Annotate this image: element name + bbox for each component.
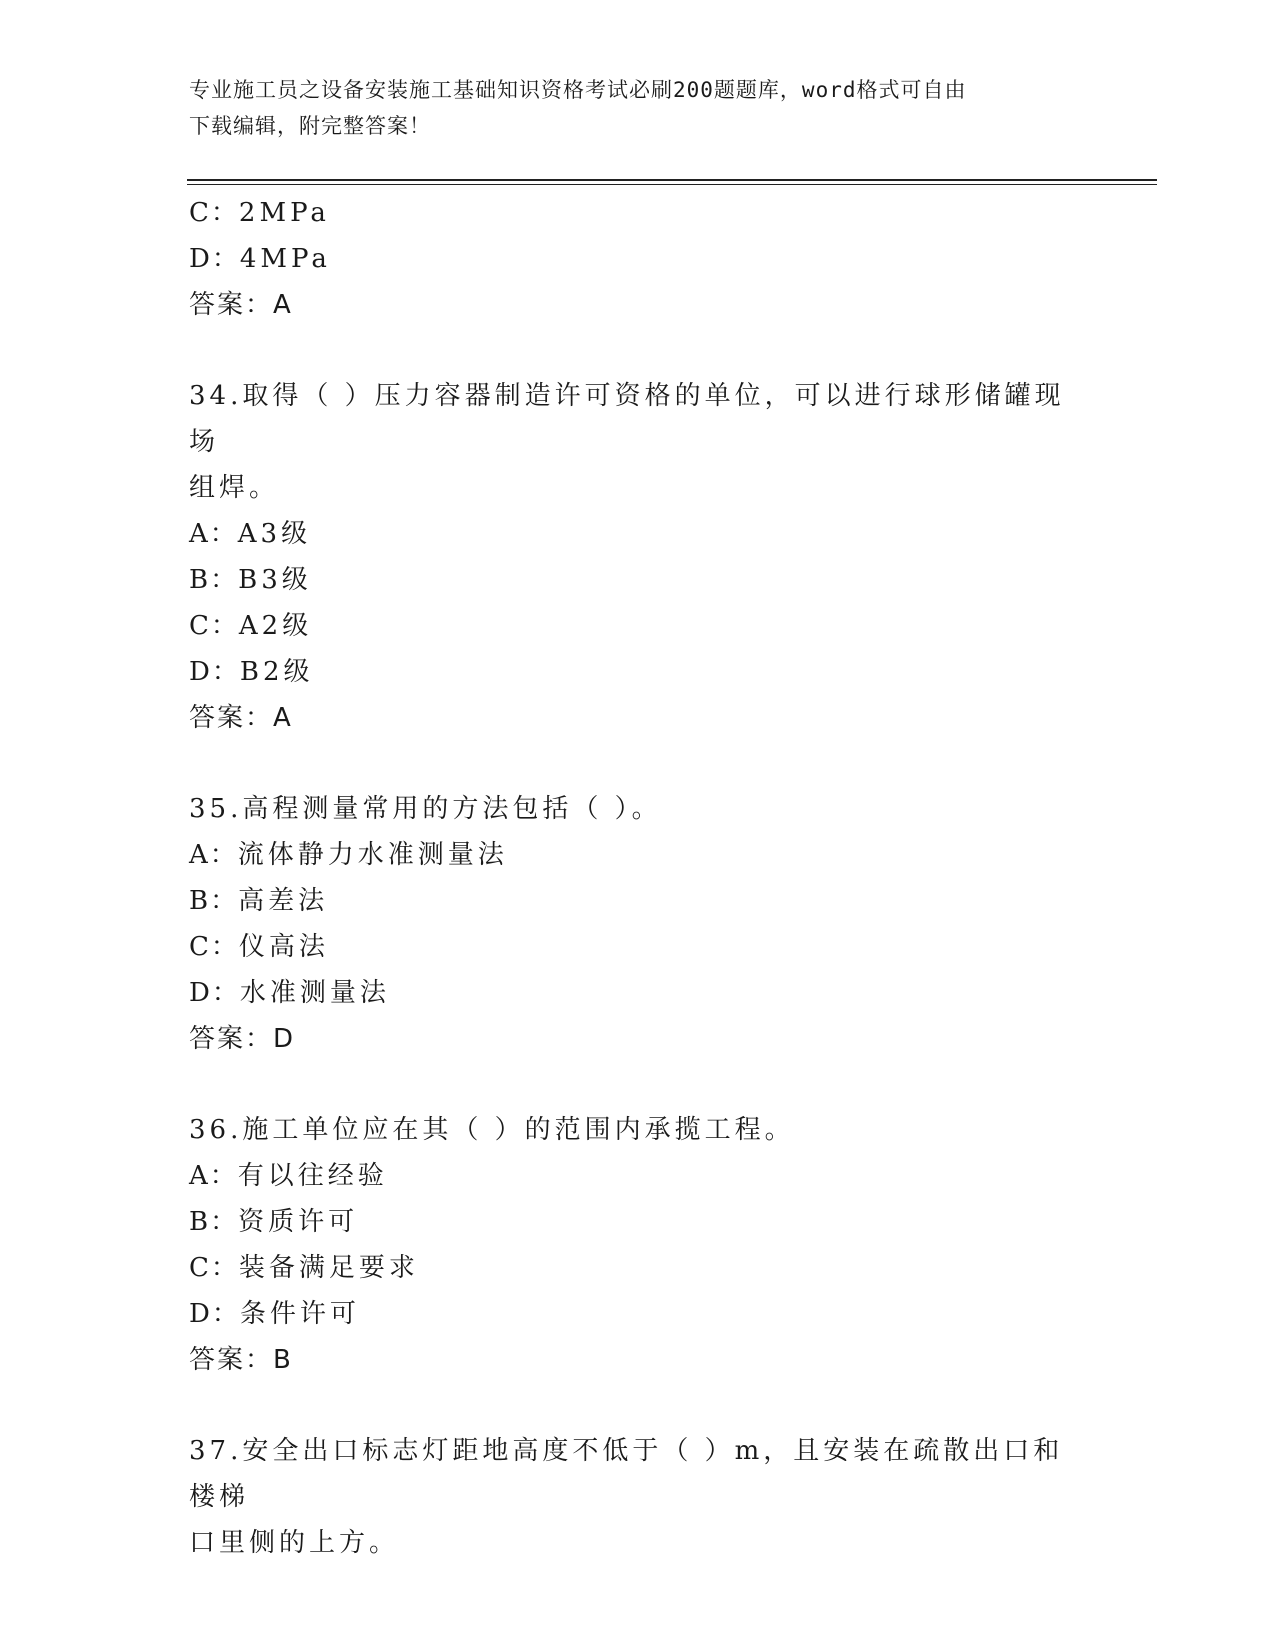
spacer <box>189 328 1089 373</box>
spacer <box>189 1383 1089 1428</box>
header-divider-thick <box>187 179 1157 181</box>
header-divider-thin <box>187 184 1157 185</box>
option-a: A：流体静力水准测量法 <box>189 840 508 870</box>
option-d: D：4MPa <box>189 244 331 274</box>
option-a: A：A3级 <box>189 519 312 549</box>
option-b: B：高差法 <box>189 886 329 916</box>
answer-line: 答案：D <box>189 1024 296 1054</box>
spacer <box>189 741 1089 786</box>
question-list <box>189 190 1089 1566</box>
question-stem: 34.取得（ ）压力容器制造许可资格的单位，可以进行球形储罐现场 组焊。 <box>189 381 1065 503</box>
question-36 <box>189 1107 1089 1383</box>
option-c: C：2MPa <box>189 198 330 228</box>
option-d: D：B2级 <box>189 657 314 687</box>
option-c: C：装备满足要求 <box>189 1253 419 1283</box>
question-stem: 37.安全出口标志灯距地高度不低于（ ）m，且安装在疏散出口和楼梯 口里侧的上方。 <box>189 1436 1064 1558</box>
option-d: D：条件许可 <box>189 1299 360 1329</box>
spacer <box>189 1062 1089 1107</box>
option-c: C：A2级 <box>189 611 313 641</box>
option-c: C：仪高法 <box>189 932 329 962</box>
question-stem: 35.高程测量常用的方法包括（ ）。 <box>189 794 662 824</box>
option-a: A：有以往经验 <box>189 1161 388 1191</box>
answer-line: 答案：A <box>189 703 293 733</box>
question-stem: 36.施工单位应在其（ ）的范围内承揽工程。 <box>189 1115 795 1145</box>
question-34 <box>189 373 1089 741</box>
answer-line: 答案：B <box>189 1345 293 1375</box>
option-b: B：B3级 <box>189 565 312 595</box>
question-35 <box>189 786 1089 1062</box>
document-header <box>189 72 1089 144</box>
header-line-2: 下载编辑，附完整答案！ <box>189 114 431 138</box>
option-b: B：资质许可 <box>189 1207 359 1237</box>
question-37 <box>189 1428 1089 1566</box>
header-line-1: 专业施工员之设备安装施工基础知识资格考试必刷200题题库，word格式可自由 <box>189 78 967 102</box>
option-d: D：水准测量法 <box>189 978 390 1008</box>
question-33-tail <box>189 190 1089 328</box>
answer-line: 答案：A <box>189 290 293 320</box>
